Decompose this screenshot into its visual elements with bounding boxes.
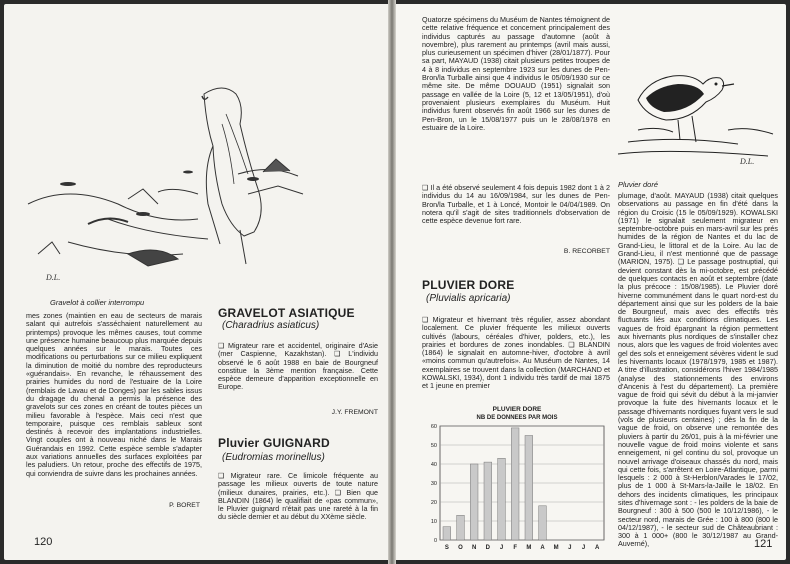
chart-ytick-label: 0 <box>433 538 437 544</box>
chart-xtick-label: J <box>581 545 586 551</box>
chart-xtick-label: M <box>526 545 532 551</box>
chart-bar <box>539 506 547 540</box>
species2-text: ❑ Migrateur rare. Ce limicole fréquente au passage les milieux ouverts de toute nature (milieux dunaires, prairies, etc.). ❑ Bien que BLANDIN (1864) le qualifiait de «pas commun», le Pluvier guignard n'était pas une rareté à la fin du siècle dernier et au début du XXème siècle. <box>218 471 378 522</box>
right-page <box>396 4 786 560</box>
column1-signature: P. BORET <box>169 502 200 509</box>
right-column-text: plumage, d'août. MAYAUD (1938) citait quelques observations au passage en fin d'été dans la région du Croisic (15 le 05/09/1929). KOWALSKI (1971) le signalait seulement migrateur en septembre-octobre puis en mars-avril sur les prés humides de la région de Nantes et du lac de Grand-Lieu, le littoral et de la Loire. Au lac de Grand-Lieu, il n'est mentionné que de passage (MARION, 1975). ❑ Le passage postnuptial, qui devient constant dès la mi-octobre, est précédé de quelques contacts en août et septembre (date la plus précoce : 15/08/1985). Le Pluvier doré hiverne communément dans le quart nord-est du département ainsi que sur les polders de la baie de Bourgneuf, mais avec des effectifs très fluctuants liés aux conditions climatiques. Les vagues de froid épargnant la région permettent aux hivernants plus nordiques de s'installer chez nous, alors que les vagues de froid violentes avec gel des sols et enneigement sévères vident le sud les hivernants locaux (1978/1979, 1985 et 1987). A titre d'illustration, considérons l'hiver 1984/1985 (analyse des stationnements des environs d'Ancenis à l'est du département). La première vague de froid qui sévit du début à la mi-janvier provoque la fuite des hivernants locaux et le passage d'hivernants nordiques fuyant vers le sud (vols de plusieurs centaines) ; dès la fin de la vague de froid, on observe une remontée des pluviers à partir du 26/01, puis à la mi-février une nouvelle vague de froid moins violente et sans enneigement, ni gel continu du sol, provoque un nouvel arrivage d'oiseaux chassés du nord, mais qui cette fois, s'arrêtent en Loire-Atlantique, parmi lesquels : 2 000 à St-Herblon/Varades le 17/02, plus de 1 000 à St-Mars-la-Jaille le 18/02. En dehors des incidents climatiques, les principaux sites d'hivernage sont : - les polders de la baie de Bourgneuf : 300 à 500 (500 le 10/12/1986), - le secteur nord, marais de Grée : 100 à 800 (800 le 04/12/1987), - le secteur sud de Châteaubriant : 300 à 1 000+ (800 le 30/12/1987 au Grand-Auverné), <box>618 191 778 549</box>
page-number: 120 <box>34 536 53 548</box>
chart-bar <box>470 464 478 540</box>
chart-xtick-label: D <box>485 545 491 551</box>
golden-plover-sketch <box>618 50 778 166</box>
sketch-caption: Pluvier doré <box>618 180 659 189</box>
left-page <box>4 4 388 560</box>
chart-subtitle: NB DE DONNEES PAR MOIS <box>476 415 558 421</box>
chart-xtick-label: O <box>458 545 463 551</box>
species1-signature: J.Y. FREMONT <box>331 409 378 416</box>
chart-ytick-label: 20 <box>430 500 437 506</box>
chart-xtick-label: A <box>540 545 545 551</box>
species1-text: ❑ Migrateur rare et accidentel, originaire d'Asie (mer Caspienne, Kazakhstan). ❑ L'individu observé le 6 août 1988 en baie de Bourgneuf constitue la 3ème mention française. Cette espèce demeure d'apparition exceptionnelle en Europe. <box>218 341 378 392</box>
chart-bar <box>457 515 465 540</box>
top-signature: B. RECORBET <box>563 248 610 255</box>
chart-xtick-label: J <box>568 545 572 551</box>
sketch-signature: D.L. <box>46 273 61 282</box>
chart-bar <box>443 527 451 540</box>
page-number-right: 121 <box>754 538 773 550</box>
species1-title: GRAVELOT ASIATIQUE <box>218 306 355 320</box>
chart-xtick-label: F <box>513 545 518 551</box>
chart-ytick-label: 60 <box>430 424 437 430</box>
chart-xtick-label: A <box>594 545 600 551</box>
chart-bar <box>511 428 519 540</box>
chart-ytick-label: 10 <box>430 519 437 525</box>
sketch-signature-right: D.L. <box>740 157 755 166</box>
species1-latin: (Charadrius asiaticus) <box>222 320 320 331</box>
chart-bar <box>484 462 492 540</box>
chart-ytick-label: 50 <box>430 443 437 449</box>
book-gutter <box>388 0 396 564</box>
top-text-2: ❑ Il a été observé seulement 4 fois depuis 1982 dont 1 à 2 individus du 14 au 16/09/1984, sur les dunes de Pen-Bron/la Turballe, et 1 à Loncé, Montoir le 04/04/1989. On notera qu'il s'agit de sites traditionnels d'observation de cette espèce devenue fort rare. <box>422 183 610 226</box>
chart-xtick-label: J <box>499 545 504 551</box>
species2-latin: (Eudromias morinellus) <box>222 452 325 463</box>
chart-xtick-label: N <box>471 545 477 551</box>
species3-latin: (Pluvialis apricaria) <box>426 293 511 304</box>
species2-title: Pluvier GUIGNARD <box>218 436 330 450</box>
column1-text: mes zones (maintien en eau de secteurs de marais salant qui autrefois s'asséchaient naturellement au printemps) provoque les mêmes causes, tout comme une présence humaine beaucoup plus marquée depuis quelques années sur le marais. Toutes ces modifications ou perturbations sur ce milieu expliquent la diminution de moitié du nombre des reproducteurs «guérandais». En revanche, le réhaussement des prairies humides du nord de l'estuaire de la Loire (remblais de Lavau et de Donges) par les sables issus du dragage du chenal a permis la présence des gravelots sur ces zones en créant de toutes pièces un milieu favorable à l'espèce. Mais ceci n'est que temporaire, puisque ces remblais sableux sont destinés à recevoir des implantations industrielles. Vingt couples ont à nouveau niché dans le Marais Guérandais en 1992. Cette espèce semble s'adapter aux variations annuelles des surfaces exploitées par les paludiers. Un retour, proche des effectifs de 1975, qui conviendra de suivre dans les prochaines années. <box>26 311 202 478</box>
species3-title: PLUVIER DORE <box>422 278 515 292</box>
chart-title: PLUVIER DORE <box>492 406 542 413</box>
species3-text: ❑ Migrateur et hivernant très régulier, assez abondant localement. Ce pluvier fréquente les milieux ouverts cultivés (labours, céréales d'hiver, polders, etc.), les prairies et bordures de zones inondables. ❑ BLANDIN (1864) le signalait en automne-hiver, d'octobre à avril «moins commun qu'autrefois». Au Muséum de Nantes, 14 exemplaires se trouvent dans la collection (MARCHAND et KOWALSKI, 1934), dont 1 individu très tardif de mai 1875 et 1 jeune en premier <box>422 315 610 391</box>
chart-xtick-label: M <box>553 545 559 551</box>
chart-ytick-label: 40 <box>430 462 437 468</box>
plover-sketch-illustration <box>8 54 308 294</box>
top-text-1: Quatorze spécimens du Muséum de Nantes témoignent de cette relative fréquence et concernent principalement des individus capturés au passage d'automne (août à novembre), plus rarement au printemps (avril mais aussi, plus curieusement un spécimen d'hiver (28/01/1877). Pour sa part, MAYAUD (1938) citait plusieurs petites troupes de 4 à 8 individus en septembre 1923 sur les dunes de Pen-Bron/la Turballe ainsi que 4 individus le 05/09/1930 sur ce même site. De même DOUAUD (1951) signalait son passage en vallée de la Loire (5, 12 et 13/05/1951), d'où provenaient plusieurs exemplaires du Muséum. Huit individus furent observés fin août 1966 sur les dunes de Pen-Bron, un le 15/08/1977 puis un le 28/08/1978 en estuaire de la Loire. <box>422 15 610 132</box>
chart-bar <box>525 436 533 541</box>
chart-ytick-label: 30 <box>430 481 437 487</box>
chart-bar <box>498 458 506 540</box>
chart-xtick-label: S <box>444 545 449 551</box>
illustration-caption: Gravelot à collier interrompu <box>50 298 145 307</box>
monthly-data-bar-chart <box>424 402 610 560</box>
